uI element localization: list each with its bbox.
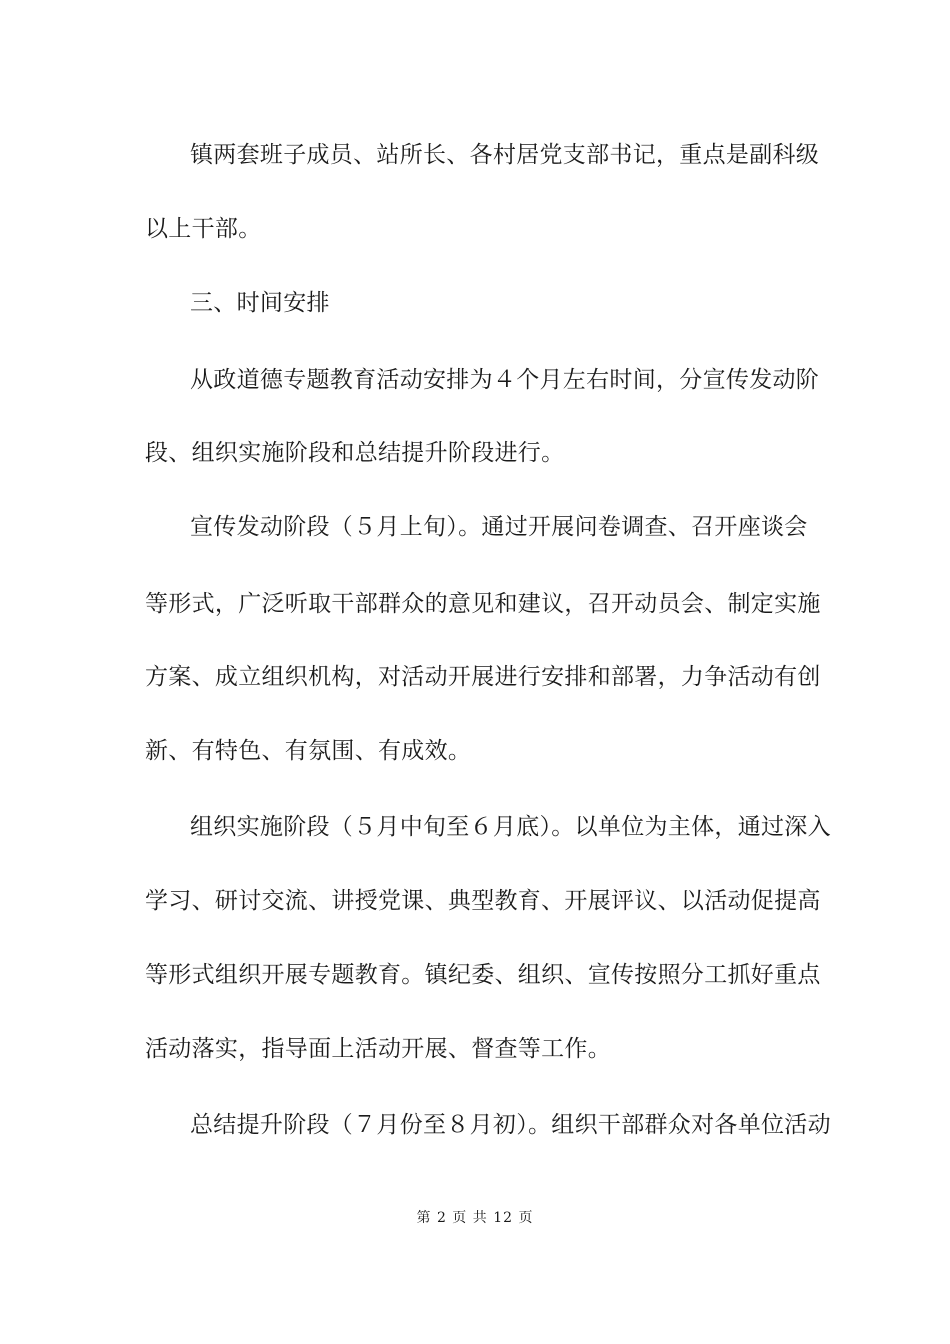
text-line: 镇两套班子成员、站所长、各村居党支部书记，重点是副科级 — [190, 142, 820, 168]
text-line: 活动落实，指导面上活动开展、督查等工作。 — [145, 1036, 611, 1062]
section-heading: 三、时间安排 — [190, 290, 330, 316]
text-line: 从政道德专题教育活动安排为４个月左右时间，分宣传发动阶 — [190, 367, 820, 393]
text-line: 总结提升阶段（７月份至８月初）。组织干部群众对各单位活动 — [190, 1112, 831, 1138]
text-line: 方案、成立组织机构，对活动开展进行安排和部署，力争活动有创 — [145, 664, 821, 690]
page-number-footer: 第 2 页 共 12 页 — [416, 1210, 534, 1226]
text-line: 以上干部。 — [145, 216, 262, 242]
text-line: 宣传发动阶段（５月上旬）。通过开展问卷调查、召开座谈会 — [190, 514, 808, 540]
text-line: 等形式，广泛听取干部群众的意见和建议，召开动员会、制定实施 — [145, 591, 821, 617]
text-line: 学习、研讨交流、讲授党课、典型教育、开展评议、以活动促提高 — [145, 888, 821, 914]
text-line: 新、有特色、有氛围、有成效。 — [145, 738, 472, 764]
text-line: 组织实施阶段（５月中旬至６月底）。以单位为主体，通过深入 — [190, 814, 831, 840]
text-line: 段、组织实施阶段和总结提升阶段进行。 — [145, 440, 565, 466]
text-line: 等形式组织开展专题教育。镇纪委、组织、宣传按照分工抓好重点 — [145, 962, 821, 988]
